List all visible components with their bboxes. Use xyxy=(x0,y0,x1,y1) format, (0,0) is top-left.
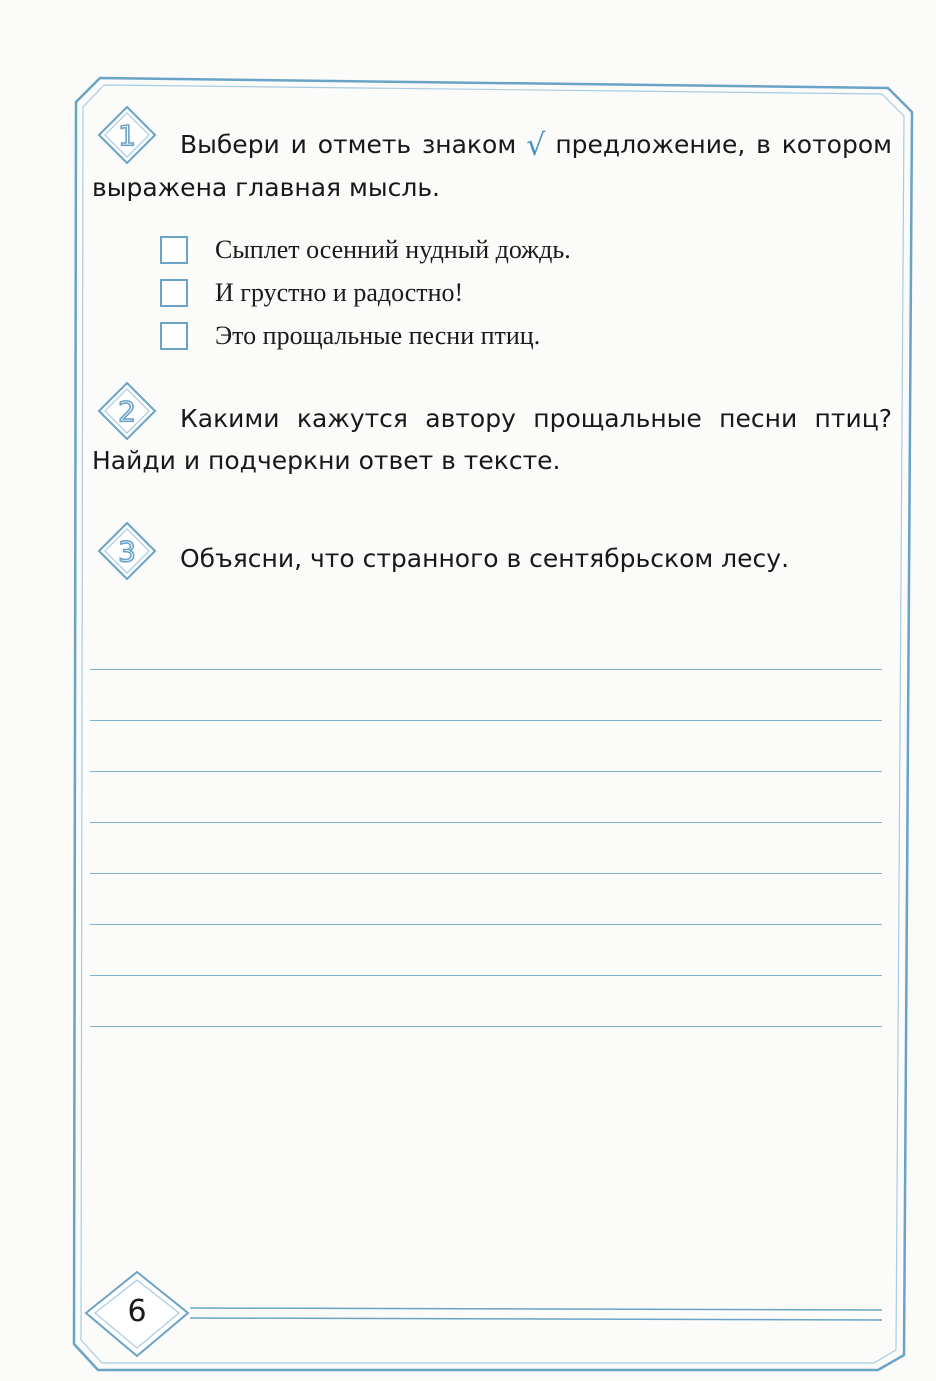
checkbox-icon[interactable] xyxy=(160,322,188,350)
task-3-prompt xyxy=(92,538,892,580)
task-1-prompt xyxy=(92,124,892,209)
answer-line[interactable] xyxy=(90,976,882,1027)
answer-line[interactable] xyxy=(90,823,882,874)
checkbox-icon[interactable] xyxy=(160,279,188,307)
answer-line[interactable] xyxy=(90,662,882,670)
task-2-number: 2 xyxy=(118,395,136,428)
answer-lines[interactable] xyxy=(90,662,882,1027)
task-2-text: Какими кажутся автору прощальные песни птиц? Найди и подчеркни ответ в тексте. xyxy=(92,404,892,475)
task-3-number: 3 xyxy=(118,535,136,568)
answer-line[interactable] xyxy=(90,874,882,925)
answer-line[interactable] xyxy=(90,925,882,976)
check-mark-icon: √ xyxy=(526,128,546,163)
option-label: Это прощальные песни птиц. xyxy=(215,320,541,350)
option-list xyxy=(160,228,571,357)
page-number: 6 xyxy=(127,1294,147,1329)
answer-line[interactable] xyxy=(90,670,882,721)
task-1-text-after: предложение, в котором выражена главная мысль. xyxy=(92,130,892,202)
task-2-prompt xyxy=(92,398,892,482)
checkbox-icon[interactable] xyxy=(160,236,188,264)
option-label: Сыплет осенний нудный дождь. xyxy=(215,234,571,264)
task-3-text: Объясни, что странного в сентябрьском лесу. xyxy=(180,544,790,573)
option-label: И грустно и радостно! xyxy=(215,277,464,307)
option-item[interactable] xyxy=(160,228,571,271)
answer-line[interactable] xyxy=(90,772,882,823)
answer-line[interactable] xyxy=(90,721,882,772)
option-item[interactable] xyxy=(160,314,571,357)
task-1-number: 1 xyxy=(118,119,136,152)
option-item[interactable] xyxy=(160,271,571,314)
task-1-text-before: Выбери и отметь знаком xyxy=(180,130,517,159)
